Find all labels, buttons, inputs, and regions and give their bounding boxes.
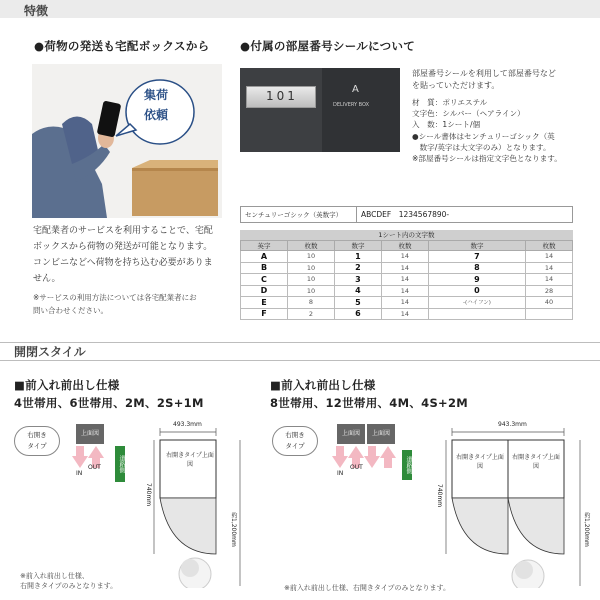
section-divider-bottom [0, 360, 600, 361]
table-cell: A [241, 251, 288, 263]
table-row [241, 262, 573, 274]
table-cell: 14 [381, 274, 428, 286]
right-open-tag-right [272, 426, 318, 456]
door-label-right-b: 右開きタイプ上面図 [512, 454, 560, 470]
table-cell: 14 [381, 285, 428, 297]
col-header: 数字 [428, 241, 525, 251]
col-header: 英字 [241, 241, 288, 251]
courier-photo [32, 64, 222, 218]
table-cell [525, 308, 572, 320]
right-open-tag-left [14, 426, 60, 456]
style-right-heading: ■前入れ前出し仕様 [270, 378, 376, 392]
room-number-seal-image [240, 68, 400, 152]
table-row [241, 251, 573, 263]
seal-intro [412, 68, 556, 92]
font-label: センチュリーゴシック（英数字） [241, 207, 357, 223]
out-label-left: OUT [88, 464, 101, 471]
seal-spec [412, 97, 562, 164]
table-cell: 14 [525, 251, 572, 263]
left-feature-note [33, 291, 197, 317]
table-row [241, 274, 573, 286]
font-sample: ABCDEF 1234567890- [357, 207, 573, 223]
table-cell: 14 [525, 262, 572, 274]
in-label-left: IN [76, 470, 83, 477]
plate-number: 101 [266, 89, 298, 103]
note-line: ※前入れ前出し仕様、右開きタイプのみとなります。 [284, 584, 450, 592]
table-cell: 14 [381, 297, 428, 309]
count-table [240, 240, 573, 320]
table-cell: 7 [428, 251, 525, 263]
table-cell: 3 [334, 274, 381, 286]
table-cell: 14 [525, 274, 572, 286]
intro-line: を貼っていただけます。 [412, 81, 500, 90]
radius-dimension-right: 約1,200mm [583, 512, 590, 547]
table-cell: 2 [334, 262, 381, 274]
spec-line: ※部屋番号シールは指定文字色となります。 [412, 154, 562, 164]
out-label-right: OUT [350, 464, 363, 471]
style-left-heading: ■前入れ前出し仕様 [14, 378, 120, 392]
table-cell: 9 [428, 274, 525, 286]
table-cell: 5 [334, 297, 381, 309]
style-right-note [284, 583, 450, 593]
table-cell: 0 [428, 285, 525, 297]
tag-line: タイプ [285, 442, 305, 450]
table-cell: 40 [525, 297, 572, 309]
table-cell: -(ハイフン) [428, 297, 525, 309]
table-cell: 10 [287, 274, 334, 286]
left-feature-heading: ●荷物の発送も宅配ボックスから [34, 39, 210, 53]
spec-line: 文字色：シルバー（ヘアライン） [412, 109, 525, 119]
section-title-features: 特徴 [24, 4, 49, 18]
top-view-box-right-a: 上面図 [337, 424, 365, 444]
top-view-box-right-b: 上面図 [367, 424, 395, 444]
style-left-models: 4世帯用、6世帯用、2M、2S+1M [14, 396, 204, 410]
style-left-note [20, 571, 117, 591]
col-header: 数字 [334, 241, 381, 251]
note-line: ※前入れ前出し仕様、 [20, 572, 89, 580]
font-table [240, 206, 573, 223]
intro-line: 部屋番号シールを利用して部屋番号など [412, 69, 556, 78]
left-feature-body [33, 223, 233, 287]
door-label-right-a: 右開きタイプ上面図 [456, 454, 504, 470]
style-right-models: 8世帯用、12世帯用、4M、4S+2M [270, 396, 469, 410]
table-cell: D [241, 285, 288, 297]
bubble-text-1: 集荷 [144, 88, 169, 102]
table-cell: 14 [381, 308, 428, 320]
section-divider-top [0, 342, 600, 343]
tag-line: 右開き [285, 431, 305, 439]
note-line: 問い合わせください。 [33, 306, 108, 315]
plate-caption: DELIVERY BOX [333, 102, 370, 108]
in-label-right: IN [337, 470, 344, 477]
table-cell: 4 [334, 285, 381, 297]
radius-dimension-left: 約1,200mm [230, 512, 237, 547]
table-cell: 8 [287, 297, 334, 309]
plate-letter: A [352, 84, 359, 95]
section-title-opening: 開閉スタイル [14, 345, 86, 359]
depth-dimension-right: 740mm [436, 484, 443, 508]
body-line: ボックスから荷物の発送が可能となります。 [33, 242, 213, 252]
road-side-label-left: 道路側 [115, 446, 125, 482]
count-table-title: 1シート内の文字数 [240, 230, 573, 240]
road-side-label-right: 道路側 [402, 450, 412, 480]
courier-illustration [32, 64, 222, 218]
table-cell: 8 [428, 262, 525, 274]
table-cell: 10 [287, 262, 334, 274]
tag-line: タイプ [27, 442, 47, 450]
body-line: 宅配業者のサービスを利用することで、宅配 [33, 226, 213, 236]
table-cell: 28 [525, 285, 572, 297]
bubble-text-2: 依頼 [144, 108, 169, 122]
table-row [241, 308, 573, 320]
table-cell: F [241, 308, 288, 320]
table-cell [428, 308, 525, 320]
table-cell: 1 [334, 251, 381, 263]
depth-dimension-left: 740mm [145, 483, 152, 507]
box-door [322, 68, 400, 152]
table-cell: 6 [334, 308, 381, 320]
spec-line: 数字/英字は大文字のみ）となります。 [412, 142, 551, 152]
top-view-box-left: 上面図 [76, 424, 104, 444]
table-cell: 2 [287, 308, 334, 320]
body-line: コンビニなどへ荷物を持ち込む必要がありま [33, 258, 213, 268]
table-row [241, 297, 573, 309]
table-cell: 10 [287, 285, 334, 297]
spec-line: 材 質：ポリエステル [412, 98, 488, 107]
table-cell: 14 [381, 262, 428, 274]
header-band [0, 0, 600, 18]
width-dimension-right: 943.3mm [498, 421, 527, 428]
table-cell: C [241, 274, 288, 286]
door-label-left: 右開きタイプ上面図 [166, 452, 214, 468]
table-row [241, 285, 573, 297]
col-header: 枚数 [287, 241, 334, 251]
table-cell: B [241, 262, 288, 274]
body-line: せん。 [33, 274, 61, 284]
tag-line: 右開き [27, 431, 47, 439]
table-cell: 10 [287, 251, 334, 263]
right-feature-heading: ●付属の部屋番号シールについて [240, 39, 416, 53]
spec-line: ●シール書体はセンチュリーゴシック（英 [412, 131, 555, 141]
col-header: 枚数 [525, 241, 572, 251]
spec-line: 入 数：1シート/個 [412, 120, 481, 130]
table-cell: 14 [381, 251, 428, 263]
note-line: ※サービスの利用方法については各宅配業者にお [33, 293, 197, 302]
note-line: 右開きタイプのみとなります。 [20, 582, 118, 590]
width-dimension-left: 493.3mm [173, 421, 202, 428]
col-header: 枚数 [381, 241, 428, 251]
table-cell: E [241, 297, 288, 309]
